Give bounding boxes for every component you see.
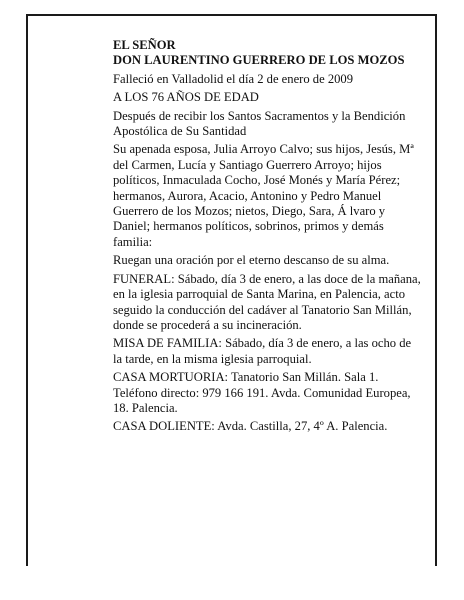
funeral-details: FUNERAL: Sábado, día 3 de enero, a las doce de la mañana, en la iglesia parroquial de Santa Marina, en Palencia, acto seguido la conducción del cadáver al Tanatorio San Millán, donde se procederá a su incineración. [113, 271, 421, 332]
obituary-notice [113, 38, 423, 438]
death-statement: Falleció en Valladolid el día 2 de enero de 2009 [113, 71, 354, 86]
deceased-header [113, 38, 423, 69]
deceased-name: DON LAURENTINO GUERRERO DE LOS MOZOS [113, 53, 405, 68]
family-list: Su apenada esposa, Julia Arroyo Calvo; sus hijos, Jesús, Mª del Carmen, Lucía y Santiago Guerrero Arroyo; hijos políticos, Inmaculada Cocho, José Monés y María Pérez; hermanos, Aurora, Acacio, Antonino y Pedro Manuel Guerrero de los Mozos; nietos, Diego, Sara, Á lvaro y Daniel; hermanos políticos, sobrinos, primos y demás familia: [113, 142, 414, 249]
family-mass-details: MISA DE FAMILIA: Sábado, día 3 de enero, a las ocho de la tarde, en la misma iglesia parroquial. [113, 336, 412, 366]
notice-title: EL SEÑOR [113, 38, 176, 52]
funeral-home-details: CASA MORTUORIA: Tanatorio San Millán. Sala 1. Teléfono directo: 979 166 191. Avda. Comunidad Europea, 18. Palencia. [113, 370, 411, 415]
age-statement: A LOS 76 AÑOS DE EDAD [113, 90, 259, 105]
mourning-house-details: CASA DOLIENTE: Avda. Castilla, 27, 4º A. Palencia. [113, 419, 388, 434]
prayer-request: Ruegan una oración por el eterno descanso de su alma. [113, 253, 390, 268]
sacraments-statement: Después de recibir los Santos Sacramentos y la Bendición Apostólica de Su Santidad [113, 108, 406, 139]
